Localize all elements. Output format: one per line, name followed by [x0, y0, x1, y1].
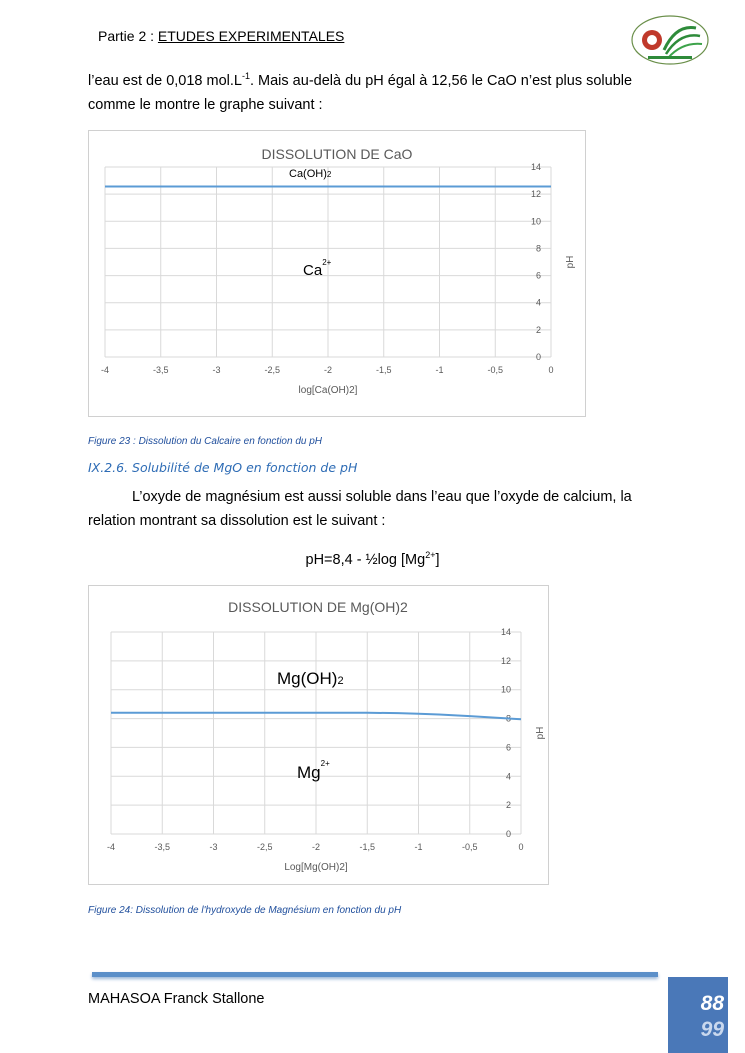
y-tick-label: 4	[505, 771, 511, 782]
footer-divider	[92, 972, 658, 977]
chart-y-label: pH	[535, 726, 546, 740]
x-tick-label: -2,5	[264, 365, 281, 375]
mgo-paragraph-text: L’oxyde de magnésium est aussi soluble dans l’eau que l’oxyde de calcium, la relation montrant sa dissolution est le suivant :	[88, 489, 632, 529]
y-tick-label: 6	[505, 742, 511, 753]
annotation-upper-sub: 2	[326, 170, 332, 179]
chart-mgoh-box	[88, 585, 549, 885]
x-tick-label: -2	[311, 842, 321, 852]
x-tick-label: -2	[323, 365, 333, 375]
y-tick-label: 8	[535, 243, 541, 254]
x-tick-label: -3	[212, 365, 221, 375]
y-tick-label: 10	[500, 684, 511, 695]
header-section-title: ETUDES EXPERIMENTALES	[157, 28, 345, 44]
x-tick-label: -4	[100, 365, 110, 375]
y-tick-label: 8	[505, 713, 511, 724]
chart-x-label: Log[Mg(OH)2]	[284, 862, 348, 873]
intro-paragraph	[88, 64, 668, 117]
x-tick-label: -3,5	[152, 365, 169, 375]
x-tick-label: 0	[548, 365, 554, 375]
y-tick-label: 12	[500, 655, 511, 666]
y-tick-label: 14	[530, 162, 541, 172]
x-tick-label: -0,5	[487, 365, 504, 375]
y-tick-label: 0	[505, 829, 511, 839]
chart-mgoh	[89, 586, 548, 884]
chart-y-label: pH	[565, 255, 576, 269]
x-tick-label: -1	[435, 365, 444, 375]
chart-cao	[89, 131, 585, 416]
section-heading: IX.2.6. Solubilité de MgO en fonction de pH	[88, 460, 358, 475]
y-tick-label: 14	[500, 627, 511, 637]
page-header	[98, 28, 344, 44]
formula-sup: 2+	[425, 550, 436, 560]
y-tick-label: 12	[530, 189, 541, 200]
chart-x-ticks	[107, 842, 524, 852]
intro-text-b: . Mais au-delà du pH égal à 12,56 le CaO n’est plus soluble comme le montre le graphe suivant :	[88, 72, 633, 113]
x-tick-label: -1,5	[359, 842, 376, 852]
header-prefix: Partie 2 :	[98, 28, 158, 44]
chart-y-ticks	[501, 627, 511, 839]
footer-author: MAHASOA Franck Stallone	[88, 991, 265, 1007]
figure23-caption: Figure 23 : Dissolution du Calcaire en fonction du pH	[88, 436, 323, 447]
x-tick-label: -0,5	[461, 842, 478, 852]
formula-text-a: pH=8,4 - ½log [Mg	[305, 551, 426, 568]
annotation-upper	[277, 669, 344, 688]
x-tick-label: -2,5	[256, 842, 273, 852]
annotation-lower-base: Mg	[297, 763, 321, 782]
annotation-upper	[289, 168, 332, 180]
x-tick-label: -1	[414, 842, 423, 852]
x-tick-label: 0	[518, 842, 524, 852]
y-tick-label: 10	[530, 216, 541, 227]
annotation-upper-sub: 2	[337, 675, 344, 687]
annotation-lower-base: Ca	[303, 262, 323, 279]
page-number-ghost: 99	[700, 1018, 724, 1041]
x-tick-label: -3	[209, 842, 218, 852]
mgo-paragraph	[88, 485, 668, 533]
chart-x-ticks	[101, 365, 554, 375]
chart-y-ticks	[531, 162, 541, 362]
annotation-lower-sup: 2+	[322, 258, 332, 267]
chart-title: DISSOLUTION DE Mg(OH)2	[228, 599, 408, 615]
chart-x-label: log[Ca(OH)2]	[298, 385, 358, 396]
x-tick-label: -1,5	[375, 365, 392, 375]
y-tick-label: 4	[535, 297, 541, 308]
chart-title: DISSOLUTION DE CaO	[261, 146, 413, 162]
intro-text-a: l’eau est de 0,018 mol.L	[88, 72, 242, 89]
y-tick-label: 6	[535, 270, 541, 281]
y-tick-label: 2	[535, 324, 541, 335]
intro-sup: -1	[241, 71, 250, 81]
annotation-upper-base: Mg(OH)	[277, 669, 338, 688]
figure24-caption: Figure 24: Dissolution de l'hydroxyde de Magnésium en fonction du pH	[88, 905, 402, 916]
y-tick-label: 2	[505, 800, 511, 811]
page-number: 88	[700, 992, 724, 1015]
annotation-lower-sup: 2+	[320, 759, 330, 768]
x-tick-label: -4	[106, 842, 116, 852]
university-logo	[630, 14, 710, 66]
formula	[0, 550, 745, 568]
formula-text-b: ]	[435, 551, 440, 568]
chart-grid	[111, 632, 521, 834]
y-tick-label: 0	[535, 352, 541, 362]
x-tick-label: -3,5	[154, 842, 171, 852]
annotation-lower	[297, 759, 330, 782]
chart-cao-box	[88, 130, 586, 417]
annotation-upper-base: Ca(OH)	[289, 168, 327, 180]
